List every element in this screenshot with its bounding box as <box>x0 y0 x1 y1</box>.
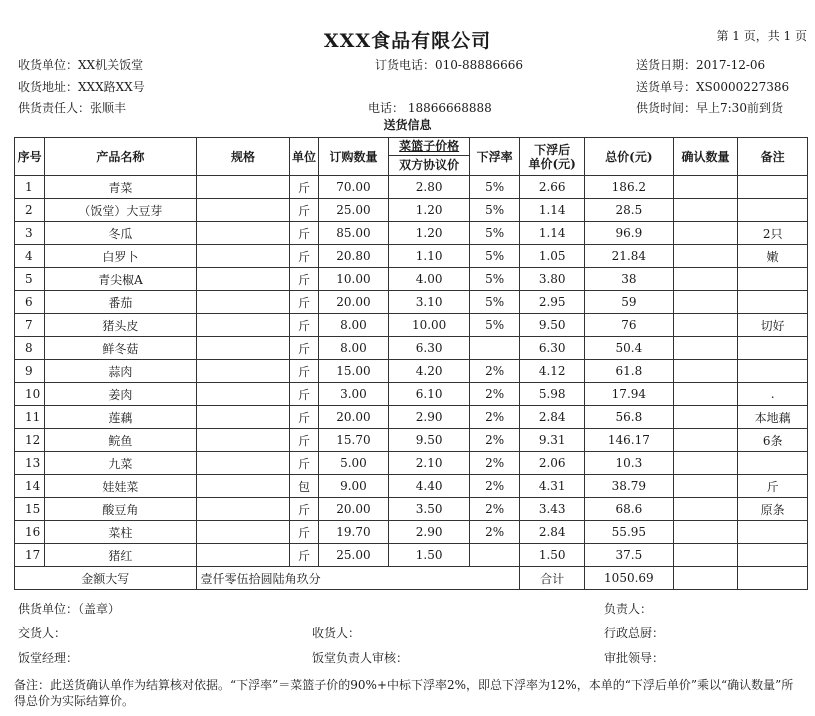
cell-remark: 斤 <box>738 475 808 498</box>
cell-confirm-qty <box>673 521 738 544</box>
cell-rate: 2% <box>469 452 519 475</box>
cell-remark <box>738 199 808 222</box>
cell-price: 9.50 <box>389 429 470 452</box>
cell-unit: 斤 <box>290 176 318 199</box>
table-row <box>15 544 808 567</box>
cell-confirm-qty <box>673 544 738 567</box>
cell-unit: 斤 <box>290 245 318 268</box>
cell-rate: 2% <box>469 521 519 544</box>
cell-product-name: 猪头皮 <box>45 314 196 337</box>
cell-total: 38 <box>584 268 673 291</box>
cell-total: 17.94 <box>584 383 673 406</box>
cell-spec <box>196 314 290 337</box>
col-header-quantity: 订购数量 <box>318 138 389 176</box>
cell-spec <box>196 498 290 521</box>
cell-confirm-qty <box>673 383 738 406</box>
cell-price: 3.10 <box>389 291 470 314</box>
cell-total: 76 <box>584 314 673 337</box>
sum-confirm-cell <box>673 567 738 590</box>
cell-index: 7 <box>15 314 45 337</box>
cell-remark: 嫩 <box>738 245 808 268</box>
cell-spec <box>196 337 290 360</box>
cell-price: 2.80 <box>389 176 470 199</box>
cell-unit: 斤 <box>290 291 318 314</box>
sum-label: 合计 <box>520 567 585 590</box>
cell-product-name: 鲜冬菇 <box>45 337 196 360</box>
cell-total: 21.84 <box>584 245 673 268</box>
footer-deliverer: 交货人： <box>18 626 67 640</box>
cell-remark <box>738 337 808 360</box>
cell-index: 11 <box>15 406 45 429</box>
cell-index: 2 <box>15 199 45 222</box>
cell-total: 28.5 <box>584 199 673 222</box>
cell-adjusted-price: 1.50 <box>520 544 585 567</box>
col-header-total: 总价(元) <box>584 138 673 176</box>
footer-approval-leader: 审批领导： <box>604 651 665 665</box>
table-row <box>15 245 808 268</box>
cell-index: 13 <box>15 452 45 475</box>
cell-product-name: 鲩鱼 <box>45 429 196 452</box>
footer-canteen-manager: 饭堂经理： <box>18 651 79 665</box>
cell-total: 56.8 <box>584 406 673 429</box>
cell-adjusted-price: 5.98 <box>520 383 585 406</box>
cell-adjusted-price: 4.12 <box>520 360 585 383</box>
cell-confirm-qty <box>673 360 738 383</box>
cell-unit: 斤 <box>290 452 318 475</box>
cell-product-name: 菜柱 <box>45 521 196 544</box>
cell-total: 10.3 <box>584 452 673 475</box>
total-row <box>15 567 808 590</box>
table-header-row <box>15 138 808 176</box>
footer-person-in-charge: 负责人： <box>604 602 653 616</box>
sum-remark-cell <box>738 567 808 590</box>
cell-spec <box>196 383 290 406</box>
cell-spec <box>196 199 290 222</box>
cell-spec <box>196 452 290 475</box>
cell-spec <box>196 360 290 383</box>
cell-quantity: 15.70 <box>318 429 389 452</box>
amount-words-value: 壹仟零伍拾圆陆角玖分 <box>196 567 520 590</box>
cell-unit: 斤 <box>290 521 318 544</box>
cell-unit: 斤 <box>290 544 318 567</box>
cell-remark <box>738 544 808 567</box>
cell-confirm-qty <box>673 176 738 199</box>
cell-product-name: 姜肉 <box>45 383 196 406</box>
col-header-adjusted-top: 下浮后 <box>534 142 571 157</box>
cell-rate <box>469 337 519 360</box>
receiver-address: 收货地址：XXX路XX号 <box>18 80 145 94</box>
cell-rate: 5% <box>469 291 519 314</box>
cell-product-name: 番茄 <box>45 291 196 314</box>
cell-adjusted-price: 2.84 <box>520 406 585 429</box>
cell-rate: 2% <box>469 406 519 429</box>
cell-quantity: 25.00 <box>318 544 389 567</box>
cell-rate: 5% <box>469 314 519 337</box>
cell-price: 10.00 <box>389 314 470 337</box>
cell-remark: 2只 <box>738 222 808 245</box>
cell-confirm-qty <box>673 475 738 498</box>
document-title: XXX食品有限公司 <box>323 30 492 52</box>
cell-adjusted-price: 3.80 <box>520 268 585 291</box>
cell-adjusted-price: 1.14 <box>520 222 585 245</box>
cell-unit: 斤 <box>290 360 318 383</box>
delivery-table <box>14 137 808 590</box>
cell-price: 3.50 <box>389 498 470 521</box>
cell-remark <box>738 360 808 383</box>
table-row <box>15 498 808 521</box>
footer-canteen-reviewer: 饭堂负责人审核： <box>312 651 409 665</box>
cell-rate: 2% <box>469 498 519 521</box>
cell-total: 61.8 <box>584 360 673 383</box>
cell-total: 68.6 <box>584 498 673 521</box>
table-row <box>15 475 808 498</box>
cell-confirm-qty <box>673 199 738 222</box>
cell-unit: 斤 <box>290 429 318 452</box>
table-row <box>15 360 808 383</box>
footer-note: 备注：此送货确认单作为结算核对依据。“下浮率”＝菜篮子价的90%+中标下浮率2%，即总下浮率为12%，本单的“下浮后单价”乘以“确认数量”所得总价为实际结算价。 <box>14 678 794 708</box>
cell-index: 9 <box>15 360 45 383</box>
cell-quantity: 8.00 <box>318 337 389 360</box>
cell-quantity: 20.80 <box>318 245 389 268</box>
cell-rate: 5% <box>469 199 519 222</box>
cell-index: 8 <box>15 337 45 360</box>
cell-quantity: 70.00 <box>318 176 389 199</box>
col-header-spec: 规格 <box>196 138 290 176</box>
cell-adjusted-price: 1.14 <box>520 199 585 222</box>
cell-index: 17 <box>15 544 45 567</box>
supplier-phone: 电话： 18866668888 <box>368 101 492 115</box>
cell-quantity: 19.70 <box>318 521 389 544</box>
cell-price: 1.20 <box>389 199 470 222</box>
cell-rate: 5% <box>469 222 519 245</box>
cell-index: 10 <box>15 383 45 406</box>
table-row <box>15 429 808 452</box>
cell-product-name: 冬瓜 <box>45 222 196 245</box>
cell-product-name: 娃娃菜 <box>45 475 196 498</box>
table-row <box>15 291 808 314</box>
cell-confirm-qty <box>673 245 738 268</box>
table-row <box>15 452 808 475</box>
table-row <box>15 337 808 360</box>
cell-index: 6 <box>15 291 45 314</box>
cell-adjusted-price: 4.31 <box>520 475 585 498</box>
col-header-confirm-qty: 确认数量 <box>673 138 738 176</box>
col-header-price-bottom: 双方协议价 <box>399 158 460 172</box>
section-title: 送货信息 <box>383 118 432 132</box>
cell-quantity: 9.00 <box>318 475 389 498</box>
cell-product-name: 酸豆角 <box>45 498 196 521</box>
receiver-unit: 收货单位：XX机关饭堂 <box>18 58 144 72</box>
cell-price: 1.20 <box>389 222 470 245</box>
cell-spec <box>196 245 290 268</box>
cell-remark <box>738 176 808 199</box>
cell-spec <box>196 406 290 429</box>
cell-product-name: 青菜 <box>45 176 196 199</box>
cell-price: 4.40 <box>389 475 470 498</box>
cell-adjusted-price: 3.43 <box>520 498 585 521</box>
delivery-number: 送货单号：XS0000227386 <box>636 80 790 94</box>
cell-confirm-qty <box>673 429 738 452</box>
col-header-remark: 备注 <box>738 138 808 176</box>
table-row <box>15 199 808 222</box>
table-row <box>15 176 808 199</box>
cell-confirm-qty <box>673 268 738 291</box>
cell-adjusted-price: 1.05 <box>520 245 585 268</box>
table-row <box>15 383 808 406</box>
col-header-adjusted-bottom: 单价(元) <box>528 156 576 171</box>
cell-unit: 斤 <box>290 337 318 360</box>
cell-price: 6.30 <box>389 337 470 360</box>
cell-price: 1.10 <box>389 245 470 268</box>
footer-receiver: 收货人： <box>312 626 361 640</box>
cell-price: 6.10 <box>389 383 470 406</box>
cell-total: 146.17 <box>584 429 673 452</box>
cell-unit: 斤 <box>290 199 318 222</box>
cell-unit: 斤 <box>290 314 318 337</box>
cell-quantity: 8.00 <box>318 314 389 337</box>
cell-remark <box>738 291 808 314</box>
cell-price: 4.20 <box>389 360 470 383</box>
cell-price: 1.50 <box>389 544 470 567</box>
footer-admin-chef: 行政总厨： <box>604 626 665 640</box>
cell-index: 1 <box>15 176 45 199</box>
cell-price: 2.90 <box>389 406 470 429</box>
cell-adjusted-price: 2.84 <box>520 521 585 544</box>
cell-rate: 2% <box>469 383 519 406</box>
col-header-price-top: 菜篮子价格 <box>399 139 460 153</box>
cell-price: 4.00 <box>389 268 470 291</box>
cell-index: 3 <box>15 222 45 245</box>
cell-confirm-qty <box>673 406 738 429</box>
amount-words-label: 金额大写 <box>15 567 197 590</box>
col-header-unit: 单位 <box>290 138 318 176</box>
cell-confirm-qty <box>673 498 738 521</box>
cell-unit: 斤 <box>290 268 318 291</box>
col-header-adjusted-price <box>520 138 585 176</box>
cell-index: 16 <box>15 521 45 544</box>
cell-quantity: 20.00 <box>318 291 389 314</box>
cell-adjusted-price: 2.06 <box>520 452 585 475</box>
cell-adjusted-price: 2.66 <box>520 176 585 199</box>
cell-remark: 切好 <box>738 314 808 337</box>
cell-unit: 斤 <box>290 222 318 245</box>
cell-rate: 2% <box>469 429 519 452</box>
cell-confirm-qty <box>673 314 738 337</box>
cell-unit: 斤 <box>290 383 318 406</box>
cell-rate: 2% <box>469 475 519 498</box>
cell-product-name: 九菜 <box>45 452 196 475</box>
cell-confirm-qty <box>673 291 738 314</box>
cell-product-name: 蒜肉 <box>45 360 196 383</box>
cell-adjusted-price: 6.30 <box>520 337 585 360</box>
col-header-price <box>389 138 470 176</box>
cell-spec <box>196 176 290 199</box>
cell-rate: 5% <box>469 245 519 268</box>
cell-spec <box>196 475 290 498</box>
cell-quantity: 25.00 <box>318 199 389 222</box>
supply-time: 供货时间：早上7:30前到货 <box>636 101 783 115</box>
cell-price: 2.10 <box>389 452 470 475</box>
cell-spec <box>196 291 290 314</box>
cell-remark: 原条 <box>738 498 808 521</box>
cell-rate: 5% <box>469 176 519 199</box>
cell-total: 186.2 <box>584 176 673 199</box>
cell-confirm-qty <box>673 337 738 360</box>
cell-remark: . <box>738 383 808 406</box>
cell-quantity: 20.00 <box>318 498 389 521</box>
table-row <box>15 268 808 291</box>
table-row <box>15 222 808 245</box>
col-header-product-name: 产品名称 <box>45 138 196 176</box>
cell-index: 14 <box>15 475 45 498</box>
cell-spec <box>196 521 290 544</box>
table-row <box>15 406 808 429</box>
cell-remark: 6条 <box>738 429 808 452</box>
col-header-rate: 下浮率 <box>469 138 519 176</box>
cell-product-name: 猪红 <box>45 544 196 567</box>
cell-total: 55.95 <box>584 521 673 544</box>
cell-quantity: 20.00 <box>318 406 389 429</box>
cell-index: 12 <box>15 429 45 452</box>
cell-adjusted-price: 2.95 <box>520 291 585 314</box>
cell-unit: 斤 <box>290 498 318 521</box>
cell-product-name: 白罗卜 <box>45 245 196 268</box>
cell-price: 2.90 <box>389 521 470 544</box>
cell-quantity: 85.00 <box>318 222 389 245</box>
cell-remark <box>738 268 808 291</box>
cell-rate: 5% <box>469 268 519 291</box>
cell-total: 37.5 <box>584 544 673 567</box>
cell-spec <box>196 429 290 452</box>
cell-total: 38.79 <box>584 475 673 498</box>
cell-rate: 2% <box>469 360 519 383</box>
cell-rate <box>469 544 519 567</box>
cell-confirm-qty <box>673 452 738 475</box>
cell-product-name: 青尖椒A <box>45 268 196 291</box>
cell-adjusted-price: 9.50 <box>520 314 585 337</box>
cell-index: 15 <box>15 498 45 521</box>
cell-quantity: 3.00 <box>318 383 389 406</box>
cell-spec <box>196 544 290 567</box>
cell-adjusted-price: 9.31 <box>520 429 585 452</box>
cell-remark <box>738 521 808 544</box>
cell-total: 59 <box>584 291 673 314</box>
order-phone: 订货电话：010-88886666 <box>375 58 524 72</box>
cell-quantity: 10.00 <box>318 268 389 291</box>
supplier-person: 供货责任人：张顺丰 <box>18 101 127 115</box>
cell-unit: 包 <box>290 475 318 498</box>
cell-product-name: （饭堂）大豆芽 <box>45 199 196 222</box>
table-row <box>15 521 808 544</box>
cell-confirm-qty <box>673 222 738 245</box>
cell-spec <box>196 268 290 291</box>
cell-spec <box>196 222 290 245</box>
cell-index: 4 <box>15 245 45 268</box>
cell-total: 96.9 <box>584 222 673 245</box>
sum-value: 1050.69 <box>584 567 673 590</box>
cell-index: 5 <box>15 268 45 291</box>
cell-quantity: 5.00 <box>318 452 389 475</box>
cell-unit: 斤 <box>290 406 318 429</box>
cell-total: 50.4 <box>584 337 673 360</box>
footer-supplier-unit: 供货单位：（盖章） <box>18 602 121 616</box>
delivery-date: 送货日期：2017-12-06 <box>636 58 766 72</box>
cell-remark <box>738 452 808 475</box>
cell-remark: 本地藕 <box>738 406 808 429</box>
cell-product-name: 莲藕 <box>45 406 196 429</box>
cell-quantity: 15.00 <box>318 360 389 383</box>
page-info: 第 1 页，共 1 页 <box>716 29 807 43</box>
table-row <box>15 314 808 337</box>
col-header-index: 序号 <box>15 138 45 176</box>
